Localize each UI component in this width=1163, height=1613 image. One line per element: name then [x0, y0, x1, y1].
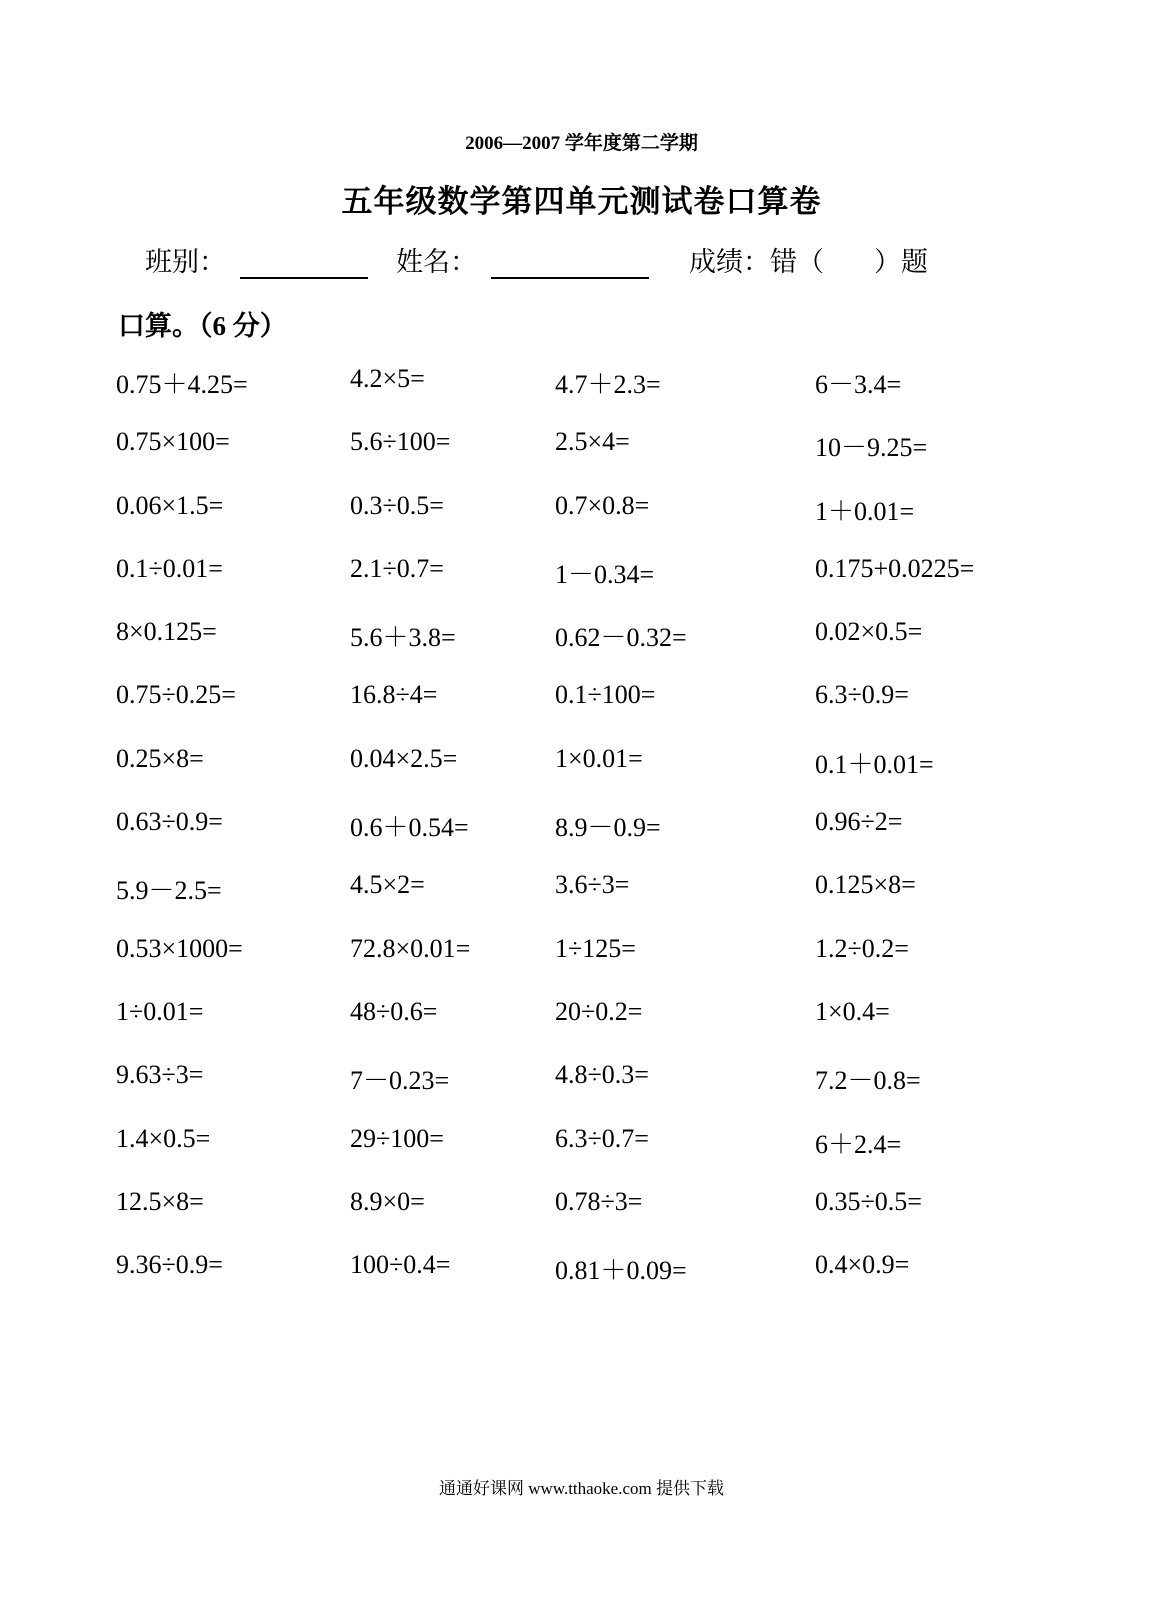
problem-item: 0.125×8= [815, 870, 916, 900]
problem-item: 1×0.01= [555, 743, 643, 773]
class-label: 班别： [145, 247, 226, 277]
problem-item: 0.04×2.5= [350, 743, 458, 773]
problem-item: 1.2÷0.2= [815, 933, 909, 963]
problem-item: 72.8×0.01= [350, 933, 471, 963]
problem-row [0, 997, 1163, 1060]
problem-item: 0.175+0.0225= [815, 553, 975, 583]
problem-item: 20÷0.2= [555, 996, 643, 1026]
problem-item: 0.02×0.5= [815, 617, 923, 647]
problem-item: 0.35÷0.5= [815, 1186, 922, 1216]
problem-item: 0.62－0.32= [555, 623, 687, 653]
problem-item: 6.3÷0.7= [555, 1123, 649, 1153]
problem-row [0, 554, 1163, 617]
problem-item: 5.6÷100= [350, 427, 451, 457]
problem-row [0, 744, 1163, 807]
problem-row [0, 807, 1163, 870]
problem-item: 4.2×5= [350, 364, 425, 393]
problem-item: 2.1÷0.7= [350, 553, 444, 583]
problem-item: 9.63÷3= [116, 1060, 204, 1090]
name-blank[interactable] [491, 249, 649, 279]
problem-item: 0.7×0.8= [555, 490, 650, 520]
problem-item: 12.5×8= [116, 1186, 204, 1216]
student-info-line [145, 240, 928, 280]
problem-item: 8×0.125= [116, 617, 217, 647]
problem-item: 0.1＋0.01= [815, 749, 934, 779]
problem-row [0, 934, 1163, 997]
name-label: 姓名： [396, 247, 477, 277]
section-title: 口算。（6 分） [118, 311, 287, 341]
problem-row [0, 1124, 1163, 1187]
problem-item: 48÷0.6= [350, 996, 438, 1026]
exam-subtitle: 2006—2007 学年度第二学期 [465, 133, 698, 154]
problem-row [0, 680, 1163, 743]
footer-note: 通通好课网 www.tthaoke.com 提供下载 [438, 1479, 725, 1498]
problem-item: 0.53×1000= [116, 933, 243, 963]
problem-item: 0.75×100= [116, 427, 230, 457]
problem-item: 6－3.4= [815, 370, 902, 399]
problem-item: 0.4×0.9= [815, 1250, 910, 1280]
problem-item: 4.5×2= [350, 870, 425, 900]
problem-item: 6＋2.4= [815, 1129, 902, 1159]
problem-item: 8.9×0= [350, 1186, 425, 1216]
problem-item: 2.5×4= [555, 427, 630, 457]
problem-item: 8.9－0.9= [555, 813, 661, 843]
problem-item: 29÷100= [350, 1123, 444, 1153]
problem-item: 0.75＋4.25= [116, 370, 248, 399]
class-blank[interactable] [240, 249, 368, 279]
problem-item: 1＋0.01= [815, 496, 915, 526]
problem-item: 0.78÷3= [555, 1186, 643, 1216]
problem-item: 0.75÷0.25= [116, 680, 236, 710]
problem-row [0, 617, 1163, 680]
problem-item: 5.6＋3.8= [350, 623, 456, 653]
score-suffix: ）题 [874, 247, 928, 277]
problem-item: 0.81＋0.09= [555, 1256, 687, 1286]
problem-item: 0.6＋0.54= [350, 813, 469, 843]
problem-item: 1÷125= [555, 933, 636, 963]
problem-item: 4.8÷0.3= [555, 1060, 649, 1090]
problem-row [0, 1187, 1163, 1250]
problem-item: 6.3÷0.9= [815, 680, 909, 710]
problem-row [0, 1060, 1163, 1123]
problem-item: 3.6÷3= [555, 870, 630, 900]
problem-item: 100÷0.4= [350, 1250, 451, 1280]
problem-row [0, 870, 1163, 933]
problem-item: 10－9.25= [815, 433, 928, 463]
problem-item: 0.1÷100= [555, 680, 656, 710]
problem-item: 1÷0.01= [116, 996, 204, 1026]
score-label: 成绩：错（ [689, 247, 824, 277]
problem-item: 0.96÷2= [815, 807, 903, 837]
problem-item: 0.63÷0.9= [116, 807, 223, 837]
problem-item: 4.7＋2.3= [555, 370, 661, 399]
problem-row [0, 1250, 1163, 1313]
problem-item: 7.2－0.8= [815, 1066, 921, 1096]
problem-item: 0.25×8= [116, 743, 204, 773]
problem-item: 5.9－2.5= [116, 876, 222, 906]
exam-title: 五年级数学第四单元测试卷口算卷 [341, 184, 822, 219]
problem-item: 9.36÷0.9= [116, 1250, 223, 1280]
problem-item: 16.8÷4= [350, 680, 438, 710]
problem-item: 0.3÷0.5= [350, 490, 444, 520]
problem-item: 1×0.4= [815, 996, 890, 1026]
problem-item: 1.4×0.5= [116, 1123, 211, 1153]
problem-item: 0.06×1.5= [116, 490, 224, 520]
problem-row [0, 364, 1163, 427]
problem-item: 1－0.34= [555, 559, 655, 589]
problem-item: 7－0.23= [350, 1066, 450, 1096]
problem-row [0, 491, 1163, 554]
problem-row [0, 427, 1163, 490]
problem-grid [0, 364, 1163, 1313]
problem-item: 0.1÷0.01= [116, 553, 223, 583]
